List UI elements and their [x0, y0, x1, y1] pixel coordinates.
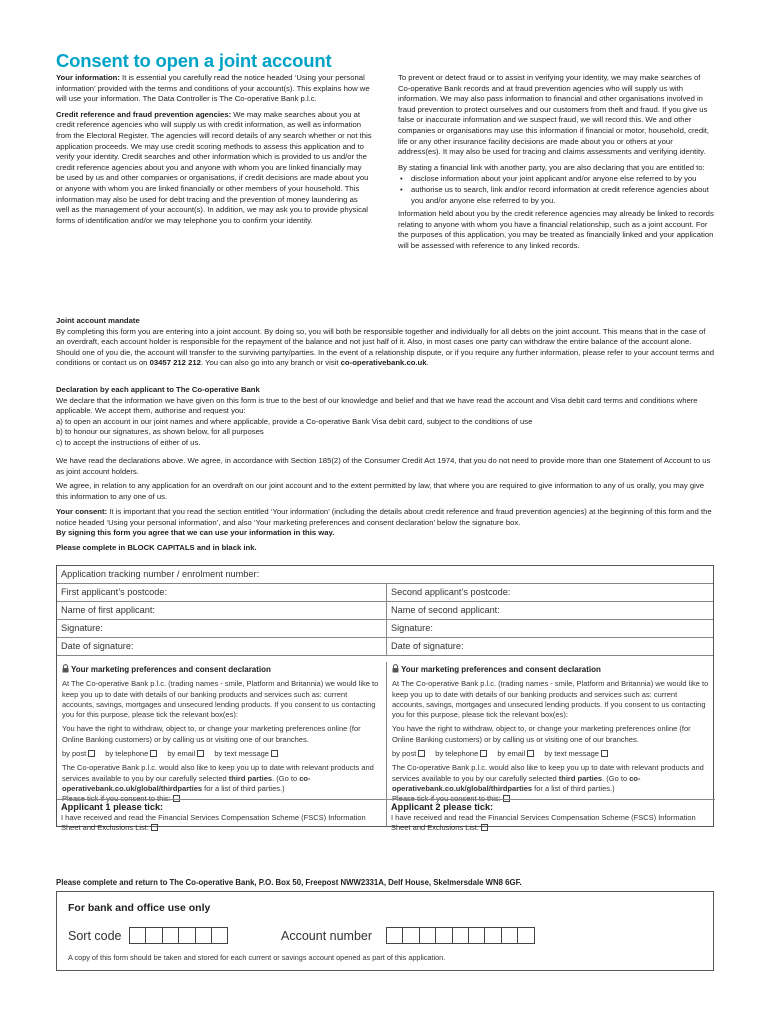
lock-icon	[62, 664, 69, 673]
by-text-checkbox[interactable]	[271, 750, 278, 757]
withdraw-paragraph: You have the right to withdraw, object to, or change your marketing preferences online (for Online Banking customers) or by calling us or visiting one of our branches.	[62, 724, 361, 744]
credit-reference-label: Credit reference and fraud prevention agencies:	[56, 109, 232, 119]
by-email-label: by email	[167, 749, 196, 759]
credit-reference-text: We may make searches about you at credit reference agencies who will supply us with credit information, as well as information from the Electoral Register. The agencies will record details of any search whether or not this application proceeds. We may use credit scoring methods to assess this application and to verify your identity. Credit searches and other information which is provided to us and/or the credit reference agencies about you and anyone with whom you are linked financially may be used by us and other companies or organisations, if credit decisions are made about you or anyone with whom you are linked financially or other members of your household. This information may also be used for debt tracing and the prevention of money laundering as well as the management of your account(s). In addition, we may ask you to provide physical forms of identification and/or we may telephone you to confirm your identity.	[56, 109, 372, 225]
joint-account-mandate	[56, 316, 716, 369]
marketing-heading	[392, 664, 709, 675]
digit-box[interactable]	[195, 927, 212, 944]
website-link[interactable]: co-operativebank.co.uk	[340, 358, 427, 368]
third-party-consent-label: Please tick if you consent to this:	[62, 794, 171, 804]
consent-paragraph	[56, 507, 716, 528]
bank-use-title: For bank and office use only	[68, 902, 211, 914]
by-post-label: by post	[62, 749, 87, 759]
applicant-1-tick-section	[57, 799, 386, 832]
by-post-checkbox[interactable]	[88, 750, 95, 757]
digit-box[interactable]	[402, 927, 419, 944]
digit-box[interactable]	[501, 927, 518, 944]
digit-box[interactable]	[129, 927, 146, 944]
entitlement-list	[398, 174, 714, 206]
third-party-text-a: The Co-operative Bank p.l.c. would also like to keep you up to date with relevant products and services available to you by our carefully selected	[62, 763, 374, 783]
digit-box[interactable]	[145, 927, 162, 944]
applicant-2-heading: Applicant 2 please tick:	[391, 802, 494, 812]
financial-link-paragraph: By stating a financial link with another party, you are also declaring that you are entitled to:	[398, 162, 705, 172]
sort-code-label: Sort code	[68, 929, 122, 943]
digit-box[interactable]	[468, 927, 485, 944]
second-name-field[interactable]: Name of second applicant:	[386, 602, 715, 619]
mandate-text	[56, 327, 716, 369]
digit-box[interactable]	[386, 927, 403, 944]
right-column	[398, 73, 714, 257]
first-date-field[interactable]: Date of signature:	[61, 641, 134, 651]
third-parties-text: third parties	[228, 773, 273, 783]
page-title: Consent to open a joint account	[56, 50, 332, 71]
fscs-checkbox-applicant-1[interactable]	[151, 824, 158, 831]
applicant-2-tick-section	[386, 799, 715, 832]
fscs-statement	[61, 813, 381, 833]
third-parties-link[interactable]: co-operativebank.co.uk/global/thirdparties	[392, 773, 641, 793]
third-party-text-c: for a list of third parties.)	[532, 783, 615, 793]
signing-statement: By signing this form you agree that we can use your information in this way.	[56, 528, 335, 538]
digit-box[interactable]	[517, 927, 534, 944]
marketing-preferences-applicant-1	[57, 662, 386, 812]
by-telephone-label: by telephone	[435, 749, 479, 759]
second-signature-field[interactable]: Signature:	[386, 620, 715, 637]
by-post-checkbox[interactable]	[418, 750, 425, 757]
your-information-paragraph	[56, 73, 372, 105]
mandate-text-3: .	[426, 358, 429, 368]
by-post-label: by post	[392, 749, 417, 759]
list-item: b) to honour our signatures, as shown below, for all purposes	[56, 427, 264, 437]
postcode-row	[57, 584, 713, 602]
digit-box[interactable]	[452, 927, 469, 944]
third-party-consent-label: Please tick if you consent to this:	[392, 794, 501, 804]
credit-reference-paragraph	[56, 110, 372, 227]
second-date-field[interactable]: Date of signature:	[386, 638, 715, 655]
first-name-field[interactable]: Name of first applicant:	[61, 605, 155, 615]
consumer-credit-paragraph: We have read the declarations above. We agree, in accordance with Section 185(2) of the Consumer Credit Act 1974, that you do not need to provide more than one Statement of Account to us as joint account holders.	[56, 456, 711, 476]
digit-box[interactable]	[484, 927, 501, 944]
account-number-label: Account number	[281, 929, 373, 943]
your-information-label: Your information:	[56, 73, 120, 82]
signature-row	[57, 620, 713, 638]
marketing-intro: At The Co-operative Bank p.l.c. (trading names - smile, Platform and Britannia) we would like to keep you up to date with details of our banking products and services such as: current accounts, savings, mortgages and unsecured lending products. If you consent to us contacting you for this purpose, please tick the relevant box(es):	[62, 679, 379, 720]
return-address: Please complete and return to The Co-operative Bank, P.O. Box 50, Freepost NWW2331A, Delf House, Skelmersdale WN8 6GF.	[56, 878, 522, 887]
applicant-1-heading: Applicant 1 please tick:	[61, 802, 164, 812]
third-party-text-a: The Co-operative Bank p.l.c. would also like to keep you up to date with relevant products and services available to you by our carefully selected	[392, 763, 704, 783]
sort-code-boxes[interactable]	[130, 927, 228, 944]
marketing-heading	[62, 664, 380, 675]
list-item: c) to accept the instructions of either of us.	[56, 437, 201, 447]
list-item: a) to open an account in our joint names and where applicable, provide a Co-operative Bank Visa debit card, subject to the conditions of use	[56, 416, 533, 426]
mandate-text-2: . You can also go into any branch or visit	[200, 358, 341, 368]
marketing-intro: At The Co-operative Bank p.l.c. (trading names - smile, Platform and Britannia) we would like to keep you up to date with details of our banking products and services such as: current accounts, savings, mortgages and unsecured lending products. If you consent to us contacting you for this purpose, please tick the relevant box(es):	[392, 679, 709, 720]
digit-box[interactable]	[211, 927, 228, 944]
marketing-preferences-applicant-2	[386, 662, 715, 812]
left-column	[56, 73, 372, 231]
fscs-text: I have received and read the Financial Services Compensation Scheme (FSCS) Information Sheet and Exclusions List:	[391, 813, 696, 832]
first-signature-field[interactable]: Signature:	[61, 623, 103, 633]
mandate-heading: Joint account mandate	[56, 316, 140, 325]
first-postcode-field[interactable]: First applicant’s postcode:	[61, 587, 168, 597]
contact-options	[62, 749, 380, 759]
overdraft-paragraph: We agree, in relation to any application for an overdraft on our joint account and to the extent permitted by law, that where you are required to give information to any of us orally, you may give this information to any one of us.	[56, 481, 704, 501]
consent-text: It is important that you read the section entitled ‘Your information’ (including the details about credit reference and fraud prevention agencies) at the beginning of this form and the notice headed ‘Using your personal information’, and also ‘Your marketing preferences and consent declaration’ below the signature box.	[56, 507, 712, 527]
by-text-label: by text message	[544, 749, 599, 759]
phone-number: 03457 212 212	[149, 358, 201, 368]
by-telephone-checkbox[interactable]	[480, 750, 487, 757]
consent-label: Your consent:	[56, 507, 108, 516]
fraud-paragraph: To prevent or detect fraud or to assist in verifying your identity, we may make searches of Co-operative Bank records and at fraud prevention agencies who will supply us with information. We may also pass information to financial and other organisations involved in fraud prevention to protect ourselves and our customers from theft and fraud. If you give us false or inaccurate information and we suspect fraud, we will record this. We and other companies or organisations may use this information if financial or motor, household, credit, life or any other insurance facility decisions are made about you or others at your address(es). It may also be used for tracing and claims assessments and verifying identity.	[398, 73, 710, 157]
date-row	[57, 638, 713, 656]
digit-box[interactable]	[162, 927, 179, 944]
application-form	[56, 565, 714, 832]
marketing-heading-text: Your marketing preferences and consent declaration	[71, 665, 271, 674]
digit-box[interactable]	[435, 927, 452, 944]
digit-box[interactable]	[419, 927, 436, 944]
mandate-text-1: By completing this form you are entering into a joint account. By doing so, you will both be responsible together and individually for all debts on the joint account. This means that in the case of an overdraft, each account holder is responsible for the repayment of the balance and not just half of it. Also, in most cases one party can withdraw the entire balance of the account alone. Should one of you die, the account will transfer to the surviving party/parties. In the event of a relationship dispute, or if you require any further information, please refer to your account terms and conditions or contact us on	[56, 326, 715, 368]
fscs-text: I have received and read the Financial Services Compensation Scheme (FSCS) Information Sheet and Exclusions List:	[61, 813, 366, 832]
list-item: • authorise us to search, link and/or record information at credit reference agencies about you and/or anyone else referred to by you.	[398, 185, 714, 206]
contact-options	[392, 749, 709, 759]
fscs-checkbox-applicant-2[interactable]	[481, 824, 488, 831]
consent-section	[56, 507, 716, 553]
declaration-intro: We declare that the information we have given on this form is true to the best of our knowledge and belief and that we have read the account and Visa debit card terms and conditions where applicable. We accept them, authorise and request you:	[56, 395, 698, 416]
tracking-number-row	[57, 566, 713, 584]
your-information-text: It is essential you carefully read the notice headed ‘Using your personal information’ provided with the terms and conditions of your account(s). This explains how we will use your information. The Data Controller is The Co-operative Bank p.l.c.	[56, 73, 370, 104]
list-item: • disclose information about your joint applicant and/or anyone else referred to by you	[398, 174, 714, 185]
withdraw-paragraph: You have the right to withdraw, object to, or change your marketing preferences online (for Online Banking customers) or by calling us or visiting one of our branches.	[392, 724, 691, 744]
by-email-label: by email	[497, 749, 526, 759]
third-party-text-c: for a list of third parties.)	[202, 783, 285, 793]
bank-use-note: A copy of this form should be taken and stored for each current or savings account opened as part of this application.	[68, 953, 446, 962]
lock-icon	[392, 664, 399, 673]
declaration-list	[56, 417, 716, 449]
bank-use-box	[56, 891, 714, 971]
third-party-text-b: . (Go to	[272, 773, 300, 783]
tracking-number-field[interactable]: Application tracking number / enrolment number:	[61, 569, 260, 579]
by-email-checkbox[interactable]	[527, 750, 534, 757]
declaration-section	[56, 385, 716, 449]
block-capitals-instruction: Please complete in BLOCK CAPITALS and in black ink.	[56, 542, 257, 552]
linked-records-paragraph: Information held about you by the credit reference agencies may already be linked to records relating to anyone with whom you have a financial relationship, such as a joint account. For the purposes of this application, you may be treated as financially linked and your application will be assessed with reference to any linked records.	[398, 209, 714, 250]
third-parties-link[interactable]: co-operativebank.co.uk/global/thirdparties	[62, 773, 311, 793]
marketing-heading-text: Your marketing preferences and consent declaration	[401, 665, 601, 674]
third-parties-text: third parties	[558, 773, 603, 783]
by-telephone-checkbox[interactable]	[150, 750, 157, 757]
fscs-statement	[391, 813, 710, 833]
digit-box[interactable]	[178, 927, 195, 944]
by-email-checkbox[interactable]	[197, 750, 204, 757]
third-party-text-b: . (Go to	[602, 773, 630, 783]
account-number-boxes[interactable]	[387, 927, 535, 944]
name-row	[57, 602, 713, 620]
second-postcode-field[interactable]: Second applicant’s postcode:	[386, 584, 715, 601]
by-text-checkbox[interactable]	[601, 750, 608, 757]
by-text-label: by text message	[214, 749, 269, 759]
by-telephone-label: by telephone	[105, 749, 149, 759]
declaration-heading: Declaration by each applicant to The Co-operative Bank	[56, 385, 260, 394]
